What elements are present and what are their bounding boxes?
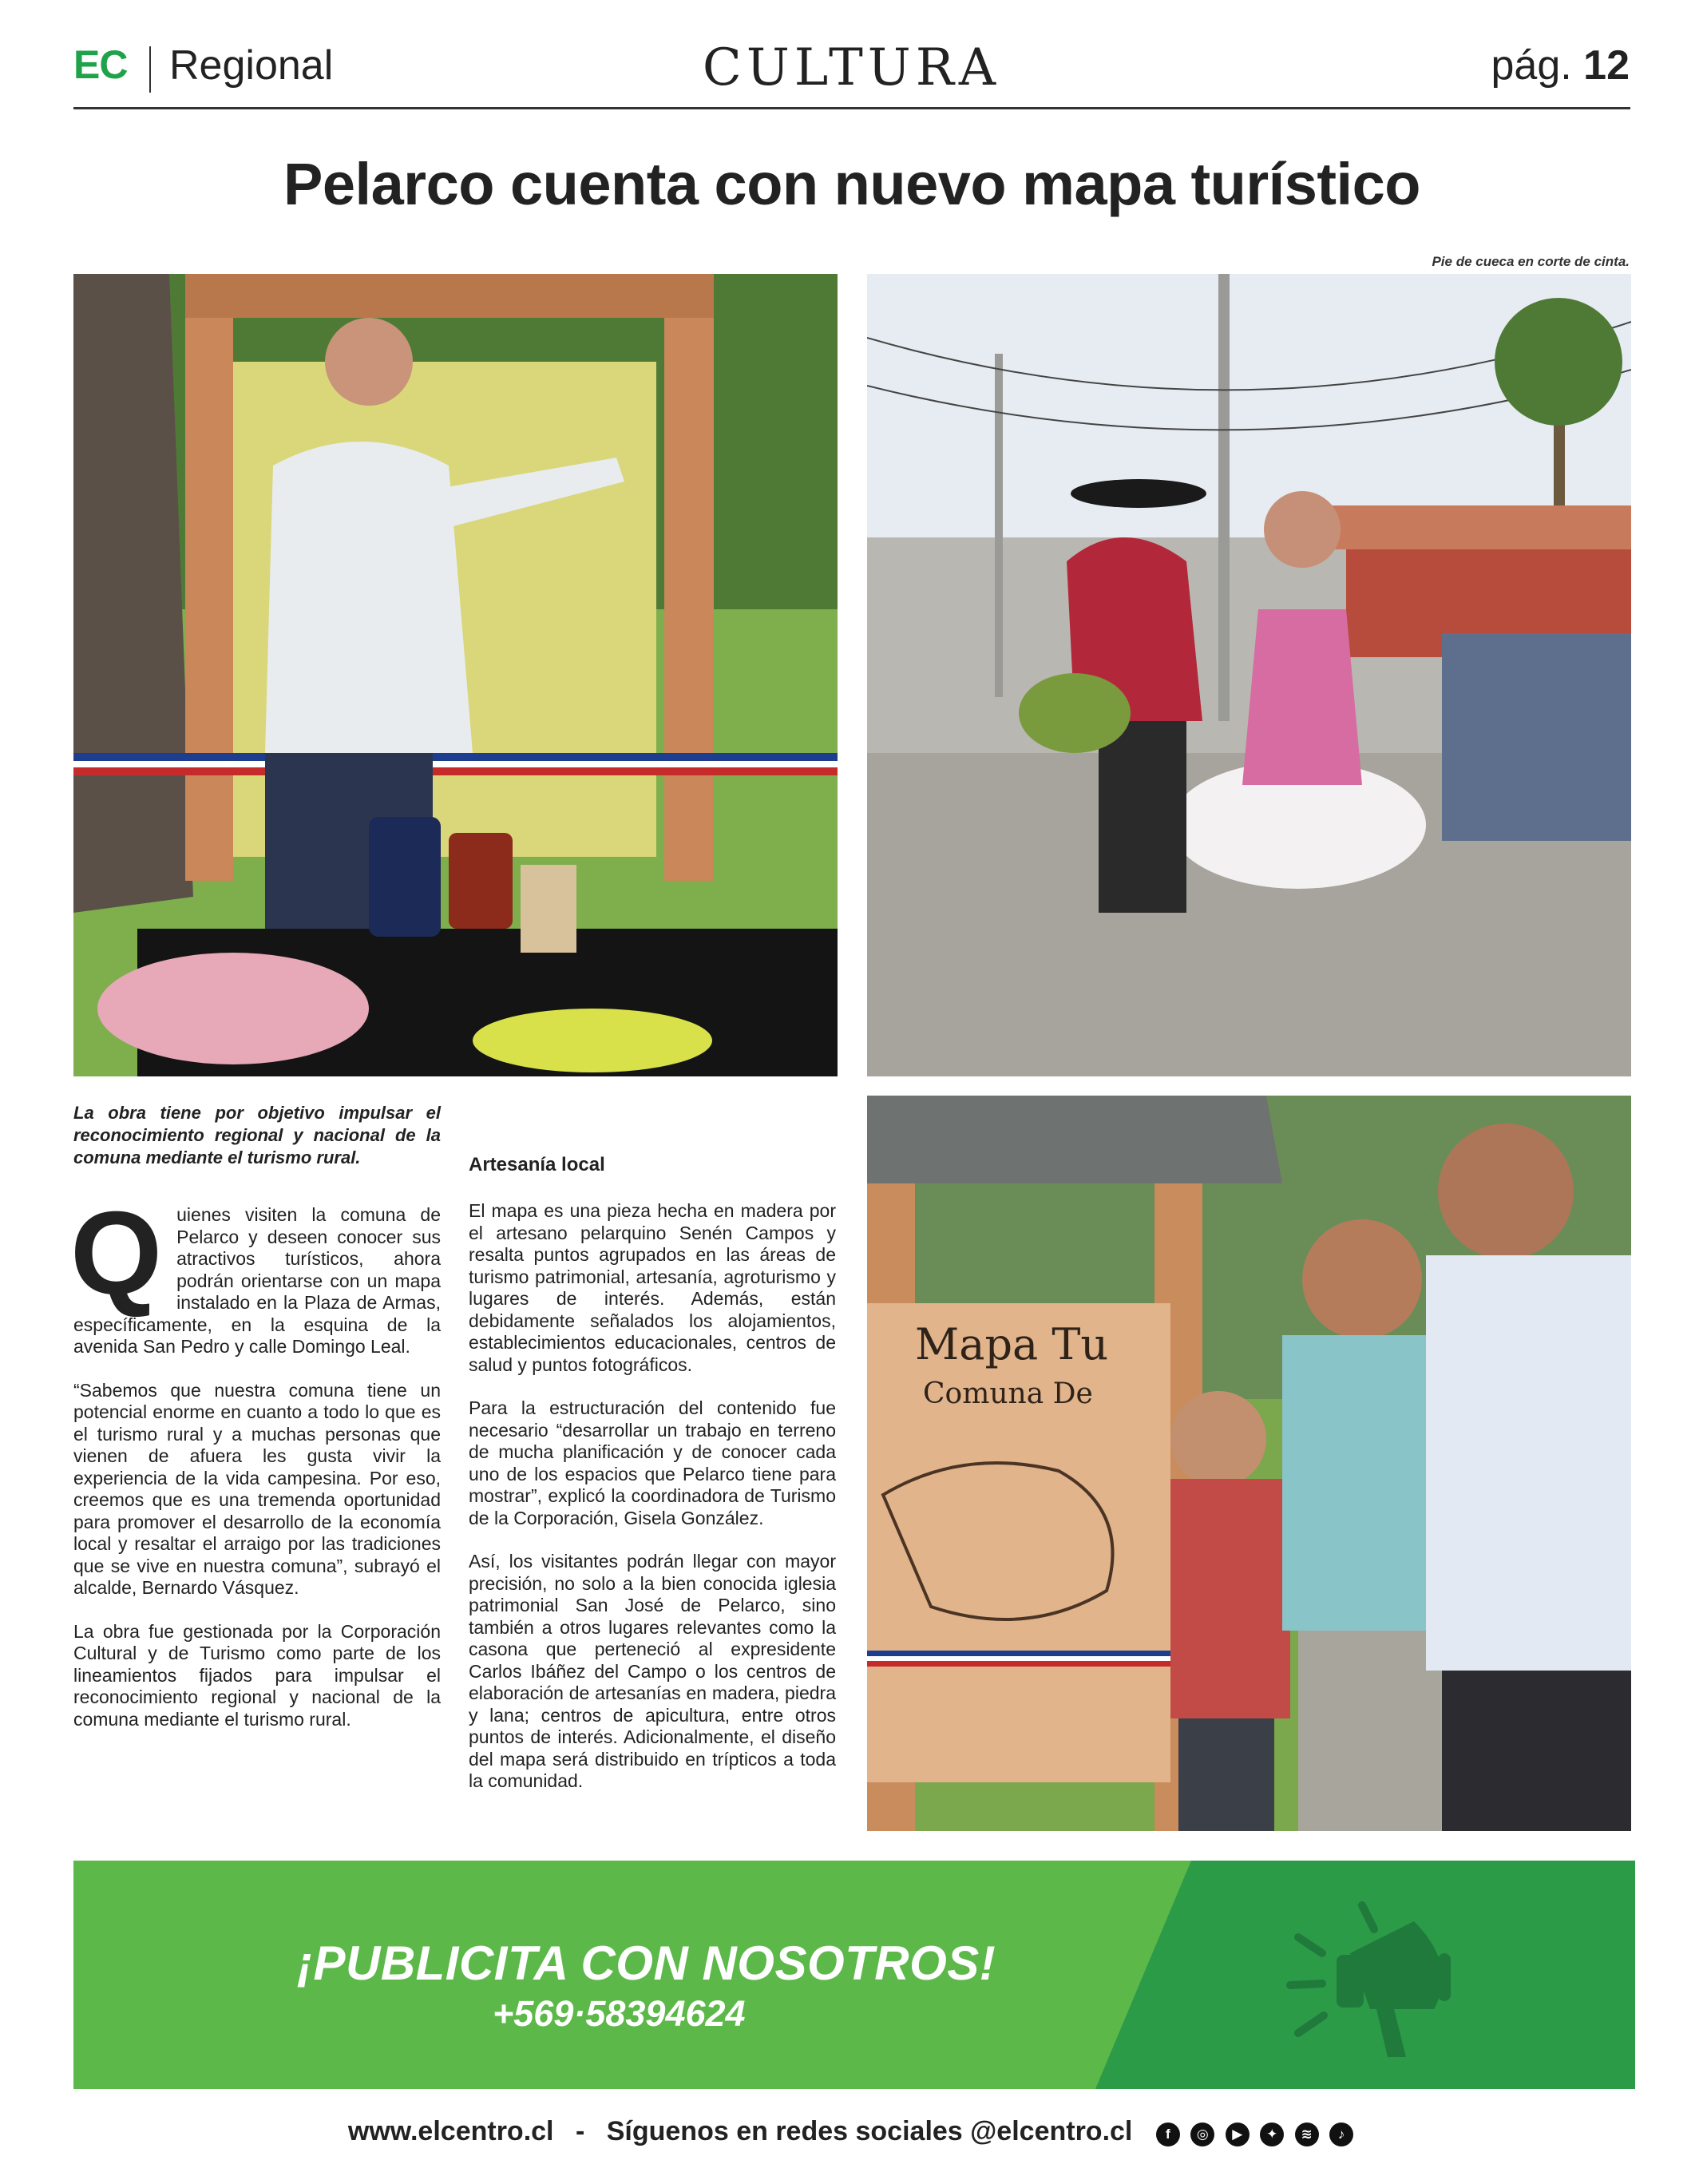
- twitter-icon[interactable]: ✦: [1260, 2123, 1284, 2146]
- ad-title: ¡PUBLICITA CON NOSOTROS!: [297, 1936, 996, 1990]
- article-paragraph-4: El mapa es una pieza hecha en madera por el artesano pelarquino Senén Campos y resalta puntos agrupados en las áreas de turismo patrimonial, artesanía, agroturismo y lugares de interés. Además, están debidamente señalados los alojamientos, establecimientos educacionales, centros de salud y puntos fotográficos.: [469, 1200, 836, 1375]
- section-label: Regional: [169, 42, 334, 89]
- facebook-icon[interactable]: f: [1156, 2123, 1180, 2146]
- article-paragraph-5: Para la estructuración del contenido fue necesario “desarrollar un trabajo en terreno de mucha planificación y de conocer cada uno de los espacios que Pelarco tiene para mostrar”, explicó la coordinadora de Turismo de la Corporación, Gisela González.: [469, 1397, 836, 1528]
- photo-caption-dance: Pie de cueca en corte de cinta.: [1432, 254, 1630, 269]
- photo-map-unveiling: [867, 1096, 1631, 1831]
- instagram-icon[interactable]: ◎: [1190, 2123, 1214, 2146]
- photo-cueca-dance: [867, 274, 1631, 1076]
- section-kicker: CULTURA: [702, 38, 1001, 97]
- article-paragraph-1-text: uienes visiten la comuna de Pelarco y deseen conocer sus atractivos turísticos, ahora podrán orientarse con un mapa instalado en la Plaza de Armas, específicamente, en la esquina de la avenida San Pedro y calle Domingo Leal.: [73, 1204, 441, 1357]
- article-paragraph-6: Así, los visitantes podrán llegar con mayor precisión, no solo a la bien conocida iglesia patrimonial San José de Pelarco, sino también a otros lugares relevantes como la casona que perteneció al expresidente Carlos Ibáñez del Campo o los centros de elaboración de artesanías en madera, piedra y lana; centros de apicultura, entre otros puntos de interés. Adicionalmente, el diseño del mapa será distribuido en trípticos a toda la comunidad.: [469, 1551, 836, 1791]
- article-paragraph-3: La obra fue gestionada por la Corporación Cultural y de Turismo como parte de los lineamientos fijados para impulsar el reconocimiento regional y nacional de la comuna mediante el turismo rural.: [73, 1620, 441, 1730]
- spotify-icon[interactable]: ≋: [1295, 2123, 1319, 2146]
- dropcap: Q: [70, 1187, 163, 1319]
- article-paragraph: [70, 1187, 441, 1358]
- article-paragraph-2: “Sabemos que nuestra comuna tiene un potencial enorme en cuanto a todo lo que es el turismo rural y a muchas personas que vienen de afuera les gusta vivir la experiencia de la vida campesina. Por eso, creemos que es una tremenda oportunidad para promover el desarrollo de la economía local y resaltar el arraigo por las tradiciones que se vive en nuestra comuna”, subrayó el alcalde, Bernardo Vásquez.: [73, 1379, 441, 1598]
- article-subhead: Artesanía local: [469, 1154, 605, 1175]
- map-sign-title: Mapa Tu: [915, 1319, 1109, 1369]
- ad-phone[interactable]: +569·58394624: [493, 1993, 746, 2034]
- advertising-banner[interactable]: [73, 1861, 1635, 2089]
- footer-social-text: Síguenos en redes sociales @elcentro.cl: [606, 2116, 1133, 2146]
- social-icons: [1154, 2118, 1355, 2149]
- tiktok-icon[interactable]: ♪: [1329, 2123, 1353, 2146]
- photo-caption-ribbon: La obra tiene por objetivo impulsar el reconocimiento regional y nacional de la comuna mediante el turismo rural.: [73, 1103, 441, 1167]
- page-label: pág.: [1491, 42, 1572, 89]
- megaphone-icon: [1274, 1889, 1498, 2065]
- page-number-value: 12: [1583, 42, 1630, 89]
- photo-ribbon-cutting: [73, 274, 838, 1076]
- map-sign-subtitle: Comuna De: [923, 1377, 1093, 1410]
- youtube-icon[interactable]: ▶: [1226, 2123, 1250, 2146]
- page-number: [1491, 42, 1630, 89]
- article-column-2: [469, 1154, 836, 1814]
- article-column-1: [70, 1187, 441, 1752]
- footer: [0, 2116, 1703, 2149]
- logo[interactable]: EC: [73, 42, 128, 87]
- header-rule: [73, 107, 1630, 109]
- footer-separator: -: [575, 2116, 585, 2146]
- headline: Pelarco cuenta con nuevo mapa turístico: [283, 151, 1420, 217]
- footer-website[interactable]: www.elcentro.cl: [347, 2116, 554, 2146]
